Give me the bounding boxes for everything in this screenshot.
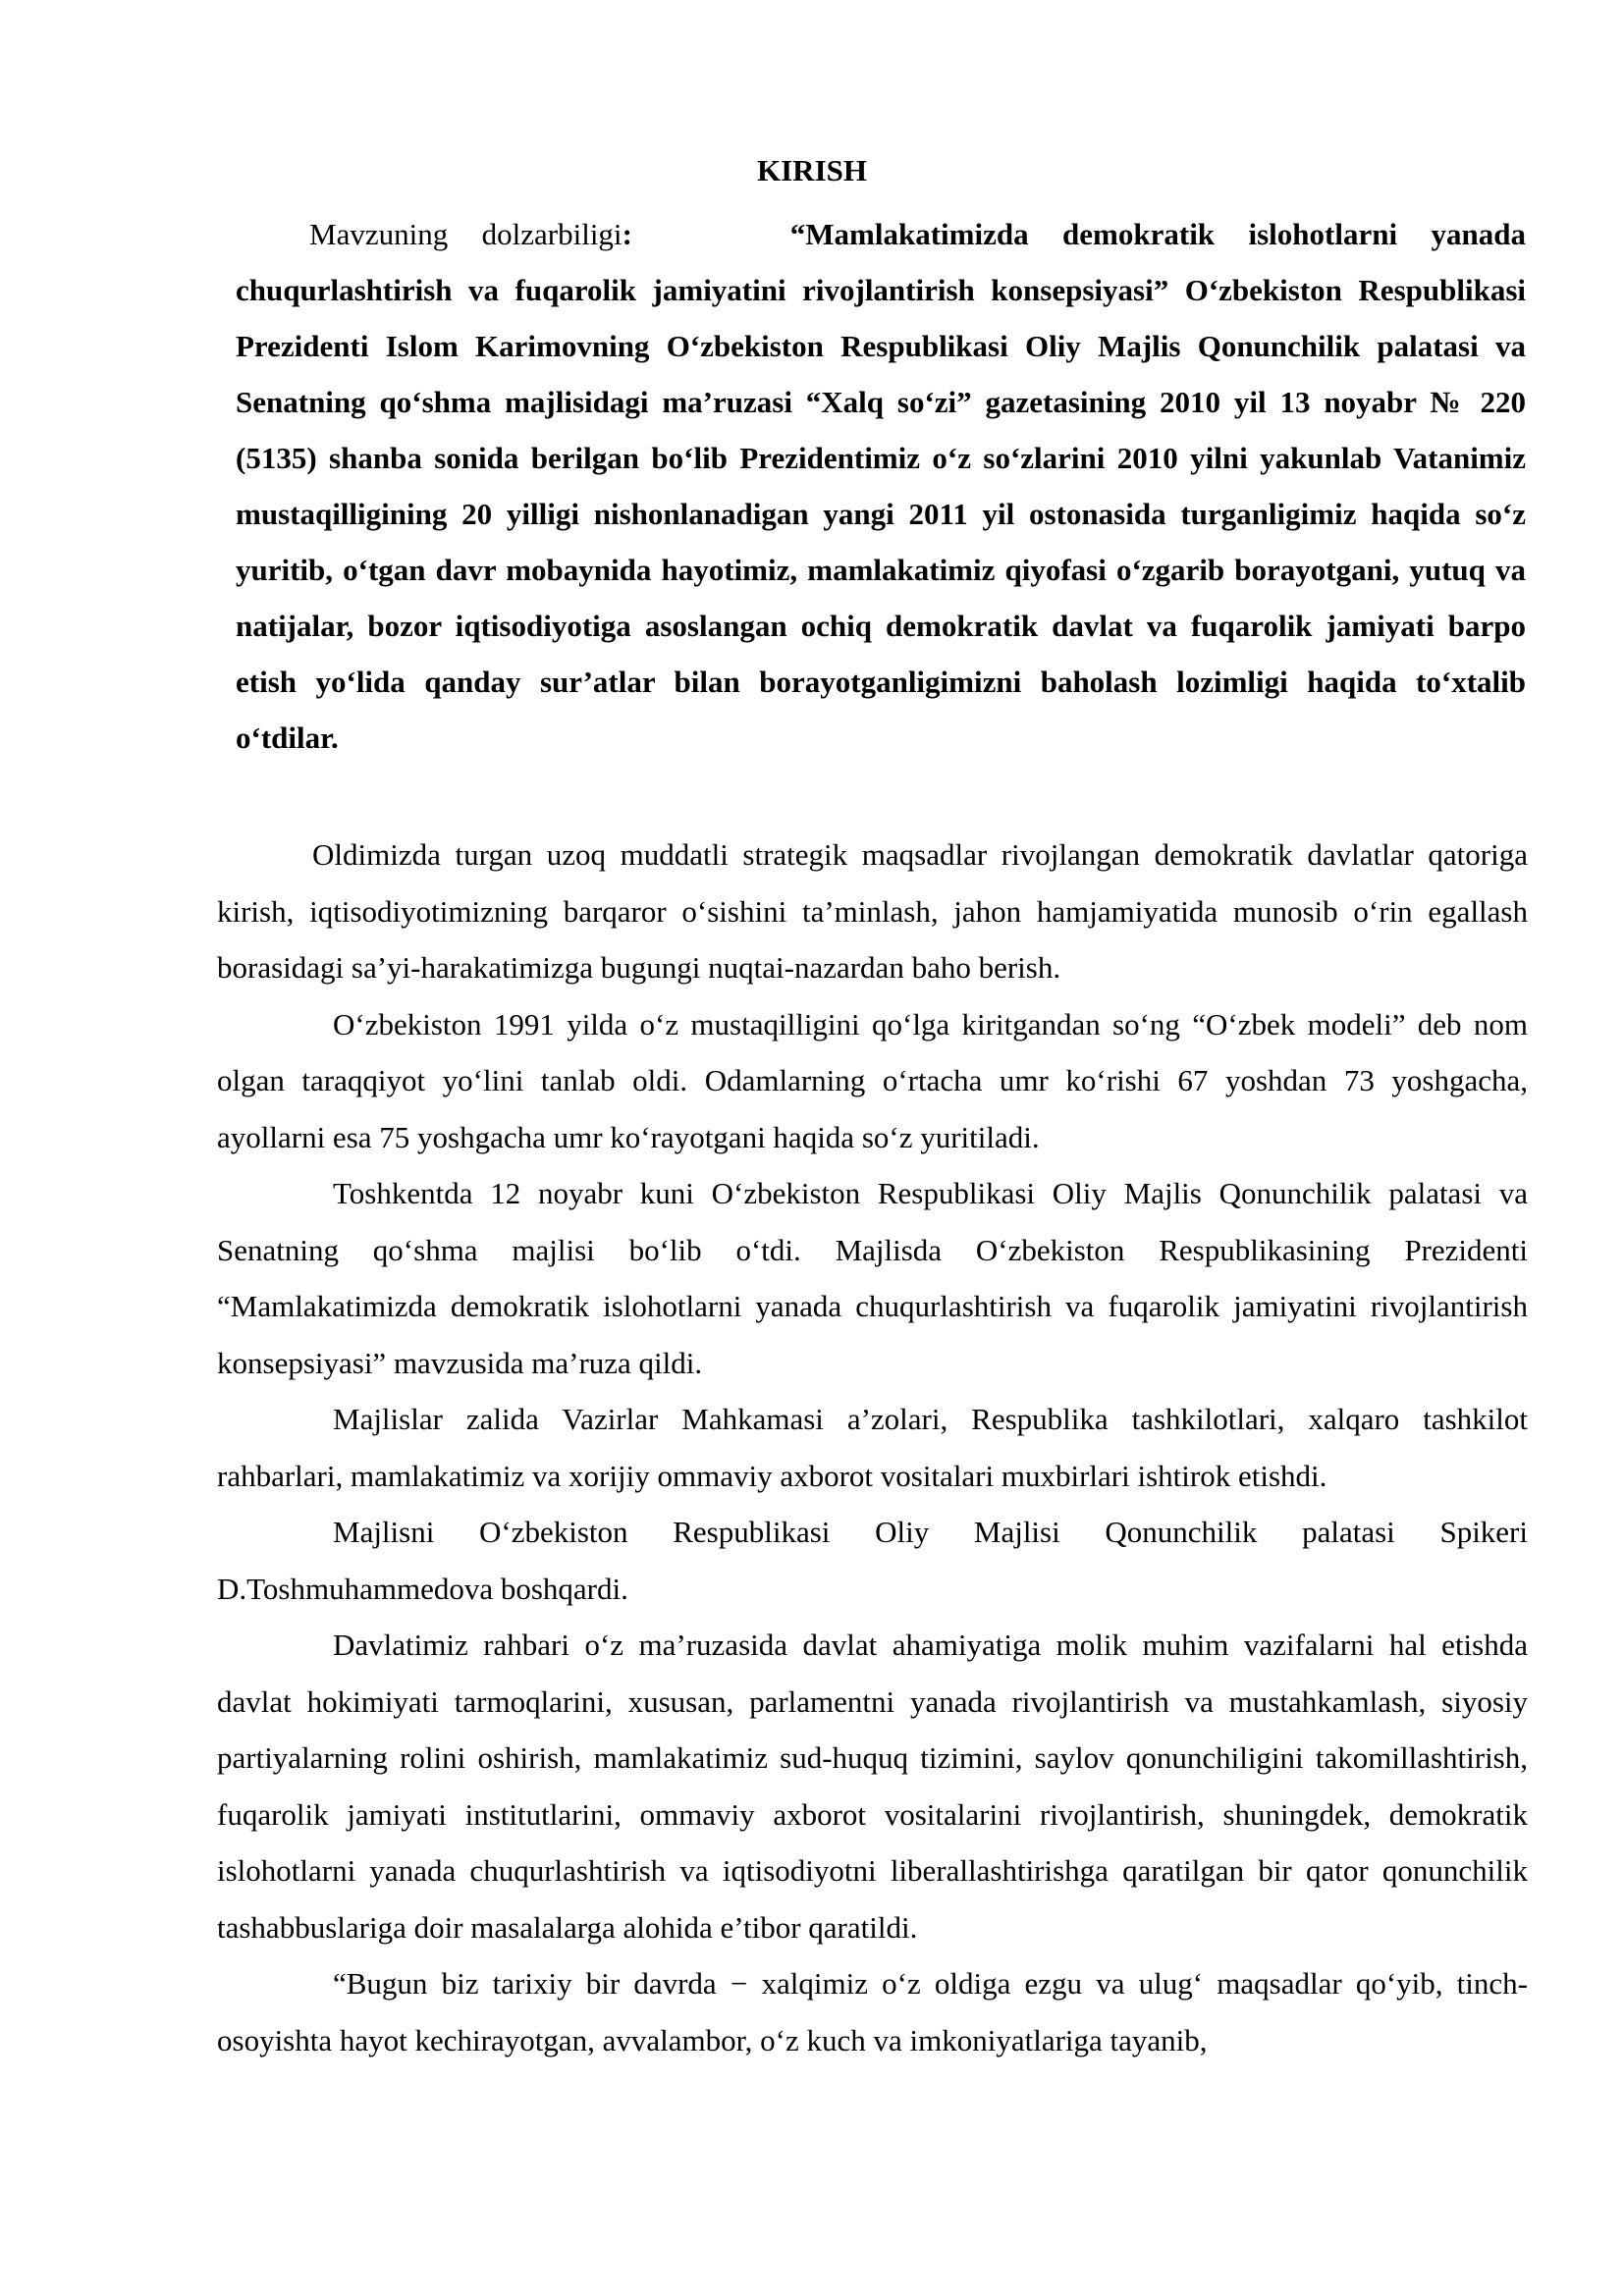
- intro-lead-label: Mavzuning dolzarbiligi: [309, 217, 623, 251]
- body-text: [217, 827, 1528, 2068]
- paragraph-6: Davlatimiz rahbari o‘z ma’ruzasida davlat ahamiyatiga molik muhim vazifalarni hal etishda davlat hokimiyati tarmoqlarini, xususan, parlamentni yanada rivojlantirish va mustahkamlash, siyosiy partiyalarning rolini oshirish, mamlakatimiz sud-huquq tizimini, saylov qonunchiligini takomillashtirish, fuqarolik jamiyati institutlarini, ommaviy axborot vositalarini rivojlantirish, shuningdek, demokratik islohotlarni yanada chuqurlashtirish va iqtisodiyotni liberallashtirishga qaratilgan bir qator qonunchilik tashabbuslariga doir masalalarga alohida e’tibor qaratildi.: [217, 1628, 1528, 1945]
- paragraph-2: O‘zbekiston 1991 yilda o‘z mustaqilligini qo‘lga kiritgandan so‘ng “O‘zbek modeli” deb nom olgan taraqqiyot yo‘lini tanlab oldi. Odamlarning o‘rtacha umr ko‘rishi 67 yoshdan 73 yoshgacha, ayollarni esa 75 yoshgacha umr ko‘rayotgani haqida so‘z yuritiladi.: [217, 1006, 1528, 1154]
- intro-paragraph: [236, 206, 1526, 766]
- paragraph-7: “Bugun biz tarixiy bir davrda − xalqimiz o‘z oldiga ezgu va ulug‘ maqsadlar qo‘yib, tinch-osoyishta hayot kechirayotgan, avvalambor, o‘z kuch va imkoniyatlariga tayanib,: [217, 1966, 1528, 2057]
- intro-lead-colon: :: [622, 217, 632, 251]
- paragraph-1: Oldimizda turgan uzoq muddatli strategik maqsadlar rivojlangan demokratik davlatlar qatoriga kirish, iqtisodiyotimizning barqaror o‘sishini ta’minlash, jahon hamjamiyatida munosib o‘rin egallash borasidagi sa’yi-harakatimizga bugungi nuqtai-nazardan baho berish.: [217, 837, 1528, 985]
- paragraph-4: Majlislar zalida Vazirlar Mahkamasi a’zolari, Respublika tashkilotlari, xalqaro tashkilot rahbarlari, mamlakatimiz va xorijiy ommaviy axborot vositalari muxbirlari ishtirok etishdi.: [217, 1402, 1528, 1493]
- paragraph-3: Toshkentda 12 noyabr kuni O‘zbekiston Respublikasi Oliy Majlis Qonunchilik palatasi va Senatning qo‘shma majlisi bo‘lib o‘tdi. Majlisda O‘zbekiston Respublikasining Prezidenti “Mamlakatimizda demokratik islohotlarni yanada chuqurlashtirish va fuqarolik jamiyatini rivojlantirish konsepsiyasi” mavzusida ma’ruza qildi.: [217, 1176, 1528, 1380]
- paragraph-5: Majlisni O‘zbekiston Respublikasi Oliy Majlisi Qonunchilik palatasi Spikeri D.Toshmuhammedova boshqardi.: [217, 1515, 1528, 1606]
- page-heading: KIRISH: [757, 153, 867, 187]
- intro-bold-text: “Mamlakatimizda demokratik islohotlarni yanada chuqurlashtirish va fuqarolik jamiyatini rivojlantirish konsepsiyasi” O‘zbekiston Respublikasi Prezidenti Islom Karimovning O‘zbekiston Respublikasi Oliy Majlis Qonunchilik palatasi va Senatning qo‘shma majlisidagi ma’ruzasi “Xalq so‘zi” gazetasining 2010 yil 13 noyabr № 220 (5135) shanba sonida berilgan bo‘lib Prezidentimiz o‘z so‘zlarini 2010 yilni yakunlab Vatanimiz mustaqilligining 20 yilligi nishonlanadigan yangi 2011 yil ostonasida turganligimiz haqida so‘z yuritib, o‘tgan davr mobaynida hayotimiz, mamlakatimiz qiyofasi o‘zgarib borayotgani, yutuq va natijalar, bozor iqtisodiyotiga asoslangan ochiq demokratik davlat va fuqarolik jamiyati barpo etish yo‘lida qanday sur’atlar bilan borayotganligimizni baholash lozimligi haqida to‘xtalib o‘tdilar.: [236, 217, 1527, 755]
